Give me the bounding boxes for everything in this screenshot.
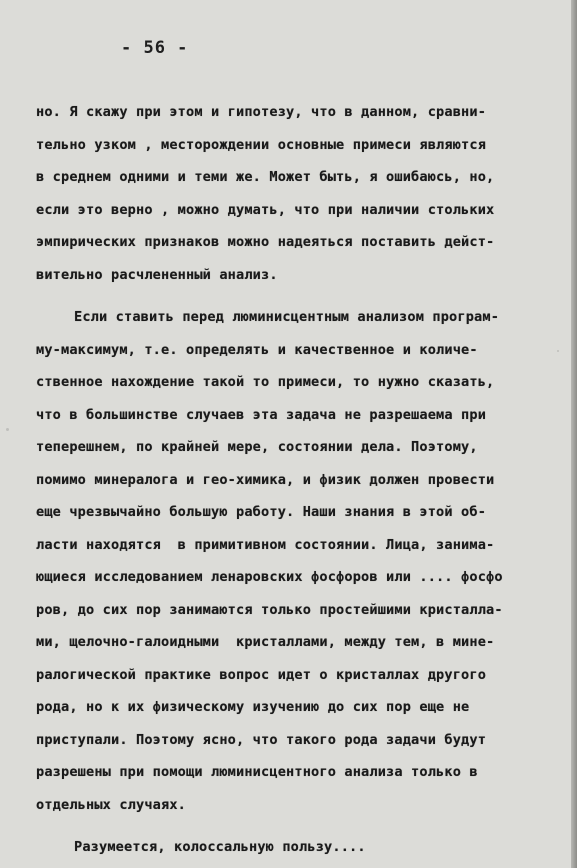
text-line: ласти находятся в примитивном состоянии. Лица, занима- (36, 536, 495, 553)
paragraph-first-line: Если ставить перед люминисцентным анализом програм- (74, 309, 500, 325)
page-number: - 56 - (121, 38, 189, 58)
text-line: му-максимум, т.е. определять и качественное и количе- (36, 341, 478, 358)
text-line: ралогической практике вопрос идет о кристаллах другого (36, 666, 487, 683)
text-line: рода, но к их физическому изучению до сих пор еще не (36, 699, 470, 715)
text-line: теперешнем, по крайней мере, состоянии дела. Поэтому, (36, 439, 478, 455)
text-line: еще чрезвычайно большую работу. Наши знания в этой об- (36, 504, 487, 520)
text-line: но. Я скажу при этом и гипотезу, что в данном, сравни- (36, 104, 487, 120)
text-line: ров, до сих пор занимаются только простейшими кристалла- (36, 601, 503, 618)
body-text (36, 96, 556, 864)
text-line: эмпирических признаков можно надеяться поставить дейст- (36, 234, 495, 250)
ink-speck (557, 350, 559, 352)
page-edge-shadow (571, 0, 577, 868)
text-line: тельно узком , месторождении основные примеси являются (36, 136, 487, 153)
text-line: отдельных случаях. (36, 796, 187, 813)
text-line: вительно расчлененный анализ. (36, 266, 278, 283)
text-line: ми, щелочно-галоидными кристаллами, между тем, в мине- (36, 634, 495, 650)
paragraph-first-line: Разумеется, колоссальную пользу.... (74, 839, 366, 855)
text-line: приступали. Поэтому ясно, что такого рода задачи будут (36, 731, 487, 748)
ink-speck (6, 428, 9, 431)
text-line: ственное нахождение такой то примеси, то нужно сказать, (36, 374, 495, 390)
text-line: помимо минералога и гео-химика, и физик должен провести (36, 471, 495, 488)
text-line: ющиеся исследованием ленаровских фосфоров или .... фосфо (36, 569, 503, 585)
text-line: разрешены при помощи люминисцентного анализа только в (36, 764, 478, 780)
text-line: что в большинстве случаев эта задача не разрешаема при (36, 406, 487, 423)
text-line: если это верно , можно думать, что при наличии стольких (36, 201, 495, 218)
text-line: в среднем одними и теми же. Может быть, я ошибаюсь, но, (36, 169, 495, 185)
